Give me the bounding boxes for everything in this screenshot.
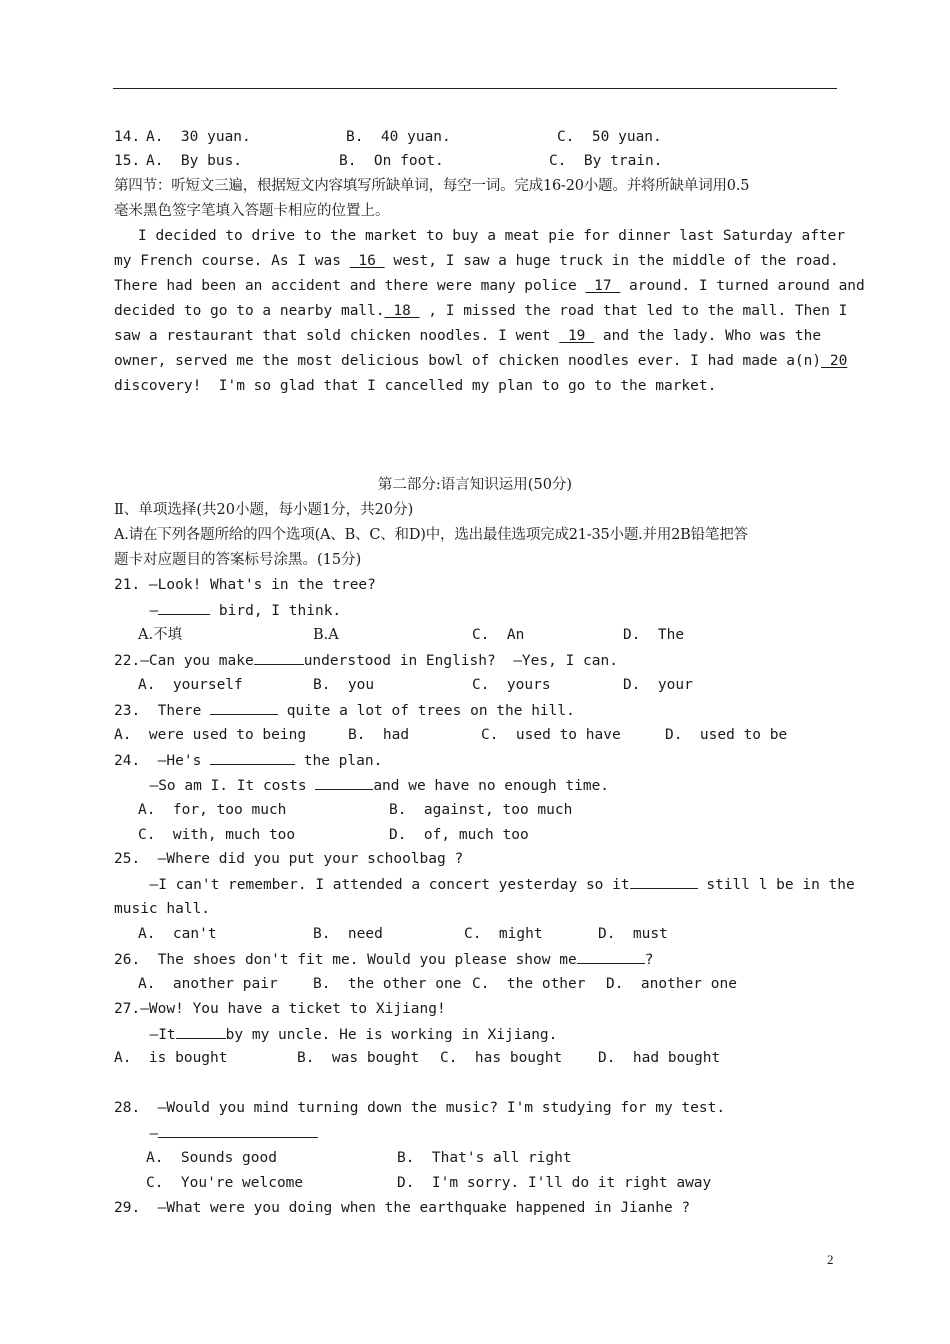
q25-reply-cont: music hall. (114, 901, 211, 917)
q21-option-a: A.不填 (138, 627, 183, 643)
page-number: 2 (827, 1252, 834, 1267)
q24-reply: —So am I. It costs and we have no enough time. (132, 775, 609, 796)
section-a-instruction-line2: 题卡对应题目的答案标号涂黑。(15分) (114, 552, 362, 568)
passage-line2: my French course. As I was 16 west, I saw a huge truck in the middle of the road. (114, 253, 839, 269)
q27-option-c: C. has bought (440, 1050, 563, 1066)
q22-option-a: A. yourself (138, 677, 243, 693)
q23-option-d: D. used to be (665, 727, 788, 743)
q21-option-c: C. An (472, 627, 525, 643)
section-a-instruction-line1: A.请在下列各题所给的四个选项(A、B、C、和D)中，选出最佳选项完成21-35小题.并用2B铅笔把答 (114, 527, 748, 543)
passage-line4: decided to go to a nearby mall. 18 , I missed the road that led to the mall. Then I (114, 303, 848, 319)
q21-option-d: D. The (623, 627, 685, 643)
q25-option-a: A. can't (138, 926, 217, 942)
passage-line6: owner, served me the most delicious bowl of chicken noodles ever. I had made a(n) 20 (114, 353, 848, 369)
q14-option-c: C. 50 yuan. (557, 129, 662, 145)
q15-option-a: A. By bus. (146, 153, 243, 169)
q28-option-a: A. Sounds good (146, 1150, 277, 1166)
q22-blank (254, 650, 304, 665)
q25-option-b: B. need (313, 926, 383, 942)
q28-option-c: C. You're welcome (146, 1175, 304, 1191)
q26-option-a: A. another pair (138, 976, 278, 992)
section-title: Ⅱ、单项选择(共20小题，每小题1分，共20分) (114, 502, 414, 518)
q29-stem: 29. —What were you doing when the earthquake happened in Jianhe ? (114, 1200, 691, 1216)
q24-option-a: A. for, too much (138, 802, 287, 818)
passage-line5: saw a restaurant that sold chicken noodles. I went 19 and the lady. Who was the (114, 328, 822, 344)
q28-reply: — (132, 1123, 318, 1144)
q26-option-c: C. the other (472, 976, 586, 992)
q24-blank-1 (210, 750, 295, 765)
q15-option-c: C. By train. (549, 153, 663, 169)
q23-option-c: C. used to have (481, 727, 621, 743)
q28-blank (158, 1123, 318, 1138)
header-rule (113, 88, 837, 89)
q26-option-d: D. another one (606, 976, 737, 992)
q23-option-b: B. had (348, 727, 410, 743)
q14-option-a: A. 30 yuan. (146, 129, 251, 145)
q15-option-b: B. On foot. (339, 153, 444, 169)
q22-stem: 22.—Can you make understood in English? —Yes, I can. (114, 650, 618, 671)
q25-option-c: C. might (464, 926, 543, 942)
blank-19: 19 (559, 328, 595, 344)
q26-stem: 26. The shoes don't fit me. Would you please show me ? (114, 949, 653, 970)
q25-reply: —I can't remember. I attended a concert yesterday so it still l be in the (132, 874, 855, 895)
q27-option-b: B. was bought (297, 1050, 420, 1066)
q24-stem: 24. —He's the plan. (114, 750, 382, 771)
q23-stem: 23. There quite a lot of trees on the hill. (114, 700, 575, 721)
q26-blank (577, 949, 645, 964)
q25-option-d: D. must (598, 926, 668, 942)
section4-instruction-line2: 毫米黑色签字笔填入答题卡相应的位置上。 (114, 203, 390, 219)
q23-blank (210, 700, 278, 715)
q28-stem: 28. —Would you mind turning down the music? I'm studying for my test. (114, 1100, 726, 1116)
q24-blank-2 (315, 775, 373, 790)
q27-option-a: A. is bought (114, 1050, 228, 1066)
blank-20: 20 (821, 353, 848, 369)
q27-blank (176, 1024, 226, 1039)
part2-title: 第二部分:语言知识运用(50分) (377, 477, 573, 493)
q15-number: 15. (114, 153, 141, 169)
blank-17: 17 (585, 278, 621, 294)
q28-option-d: D. I'm sorry. I'll do it right away (397, 1175, 712, 1191)
blank-18: 18 (384, 303, 420, 319)
q27-option-d: D. had bought (598, 1050, 721, 1066)
q25-stem: 25. —Where did you put your schoolbag ? (114, 851, 464, 867)
q22-option-b: B. you (313, 677, 375, 693)
q27-reply: —It by my uncle. He is working in Xijiang. (132, 1024, 557, 1045)
q25-blank (630, 874, 698, 889)
q21-stem: 21. —Look! What's in the tree? (114, 577, 376, 593)
q14-option-b: B. 40 yuan. (346, 129, 451, 145)
passage-line3: There had been an accident and there were many police 17 around. I turned around and (114, 278, 865, 294)
q22-option-d: D. your (623, 677, 693, 693)
passage-line1: I decided to drive to the market to buy a meat pie for dinner last Saturday after (138, 228, 846, 244)
section4-instruction-line1: 第四节：听短文三遍，根据短文内容填写所缺单词，每空一词。完成16-20小题。并将所缺单词用0.5 (114, 178, 750, 194)
q24-option-d: D. of, much too (389, 827, 529, 843)
q21-reply: — bird, I think. (132, 600, 341, 621)
q28-option-b: B. That's all right (397, 1150, 572, 1166)
passage-line7: discovery! I'm so glad that I cancelled my plan to go to the market. (114, 378, 717, 394)
q21-blank (158, 600, 210, 615)
q23-option-a: A. were used to being (114, 727, 307, 743)
q24-option-c: C. with, much too (138, 827, 296, 843)
q22-option-c: C. yours (472, 677, 551, 693)
q26-option-b: B. the other one (313, 976, 462, 992)
q21-option-b: B.A (313, 627, 339, 643)
q24-option-b: B. against, too much (389, 802, 573, 818)
q14-number: 14. (114, 129, 141, 145)
q27-stem: 27.—Wow! You have a ticket to Xijiang! (114, 1001, 446, 1017)
blank-16: 16 (349, 253, 385, 269)
